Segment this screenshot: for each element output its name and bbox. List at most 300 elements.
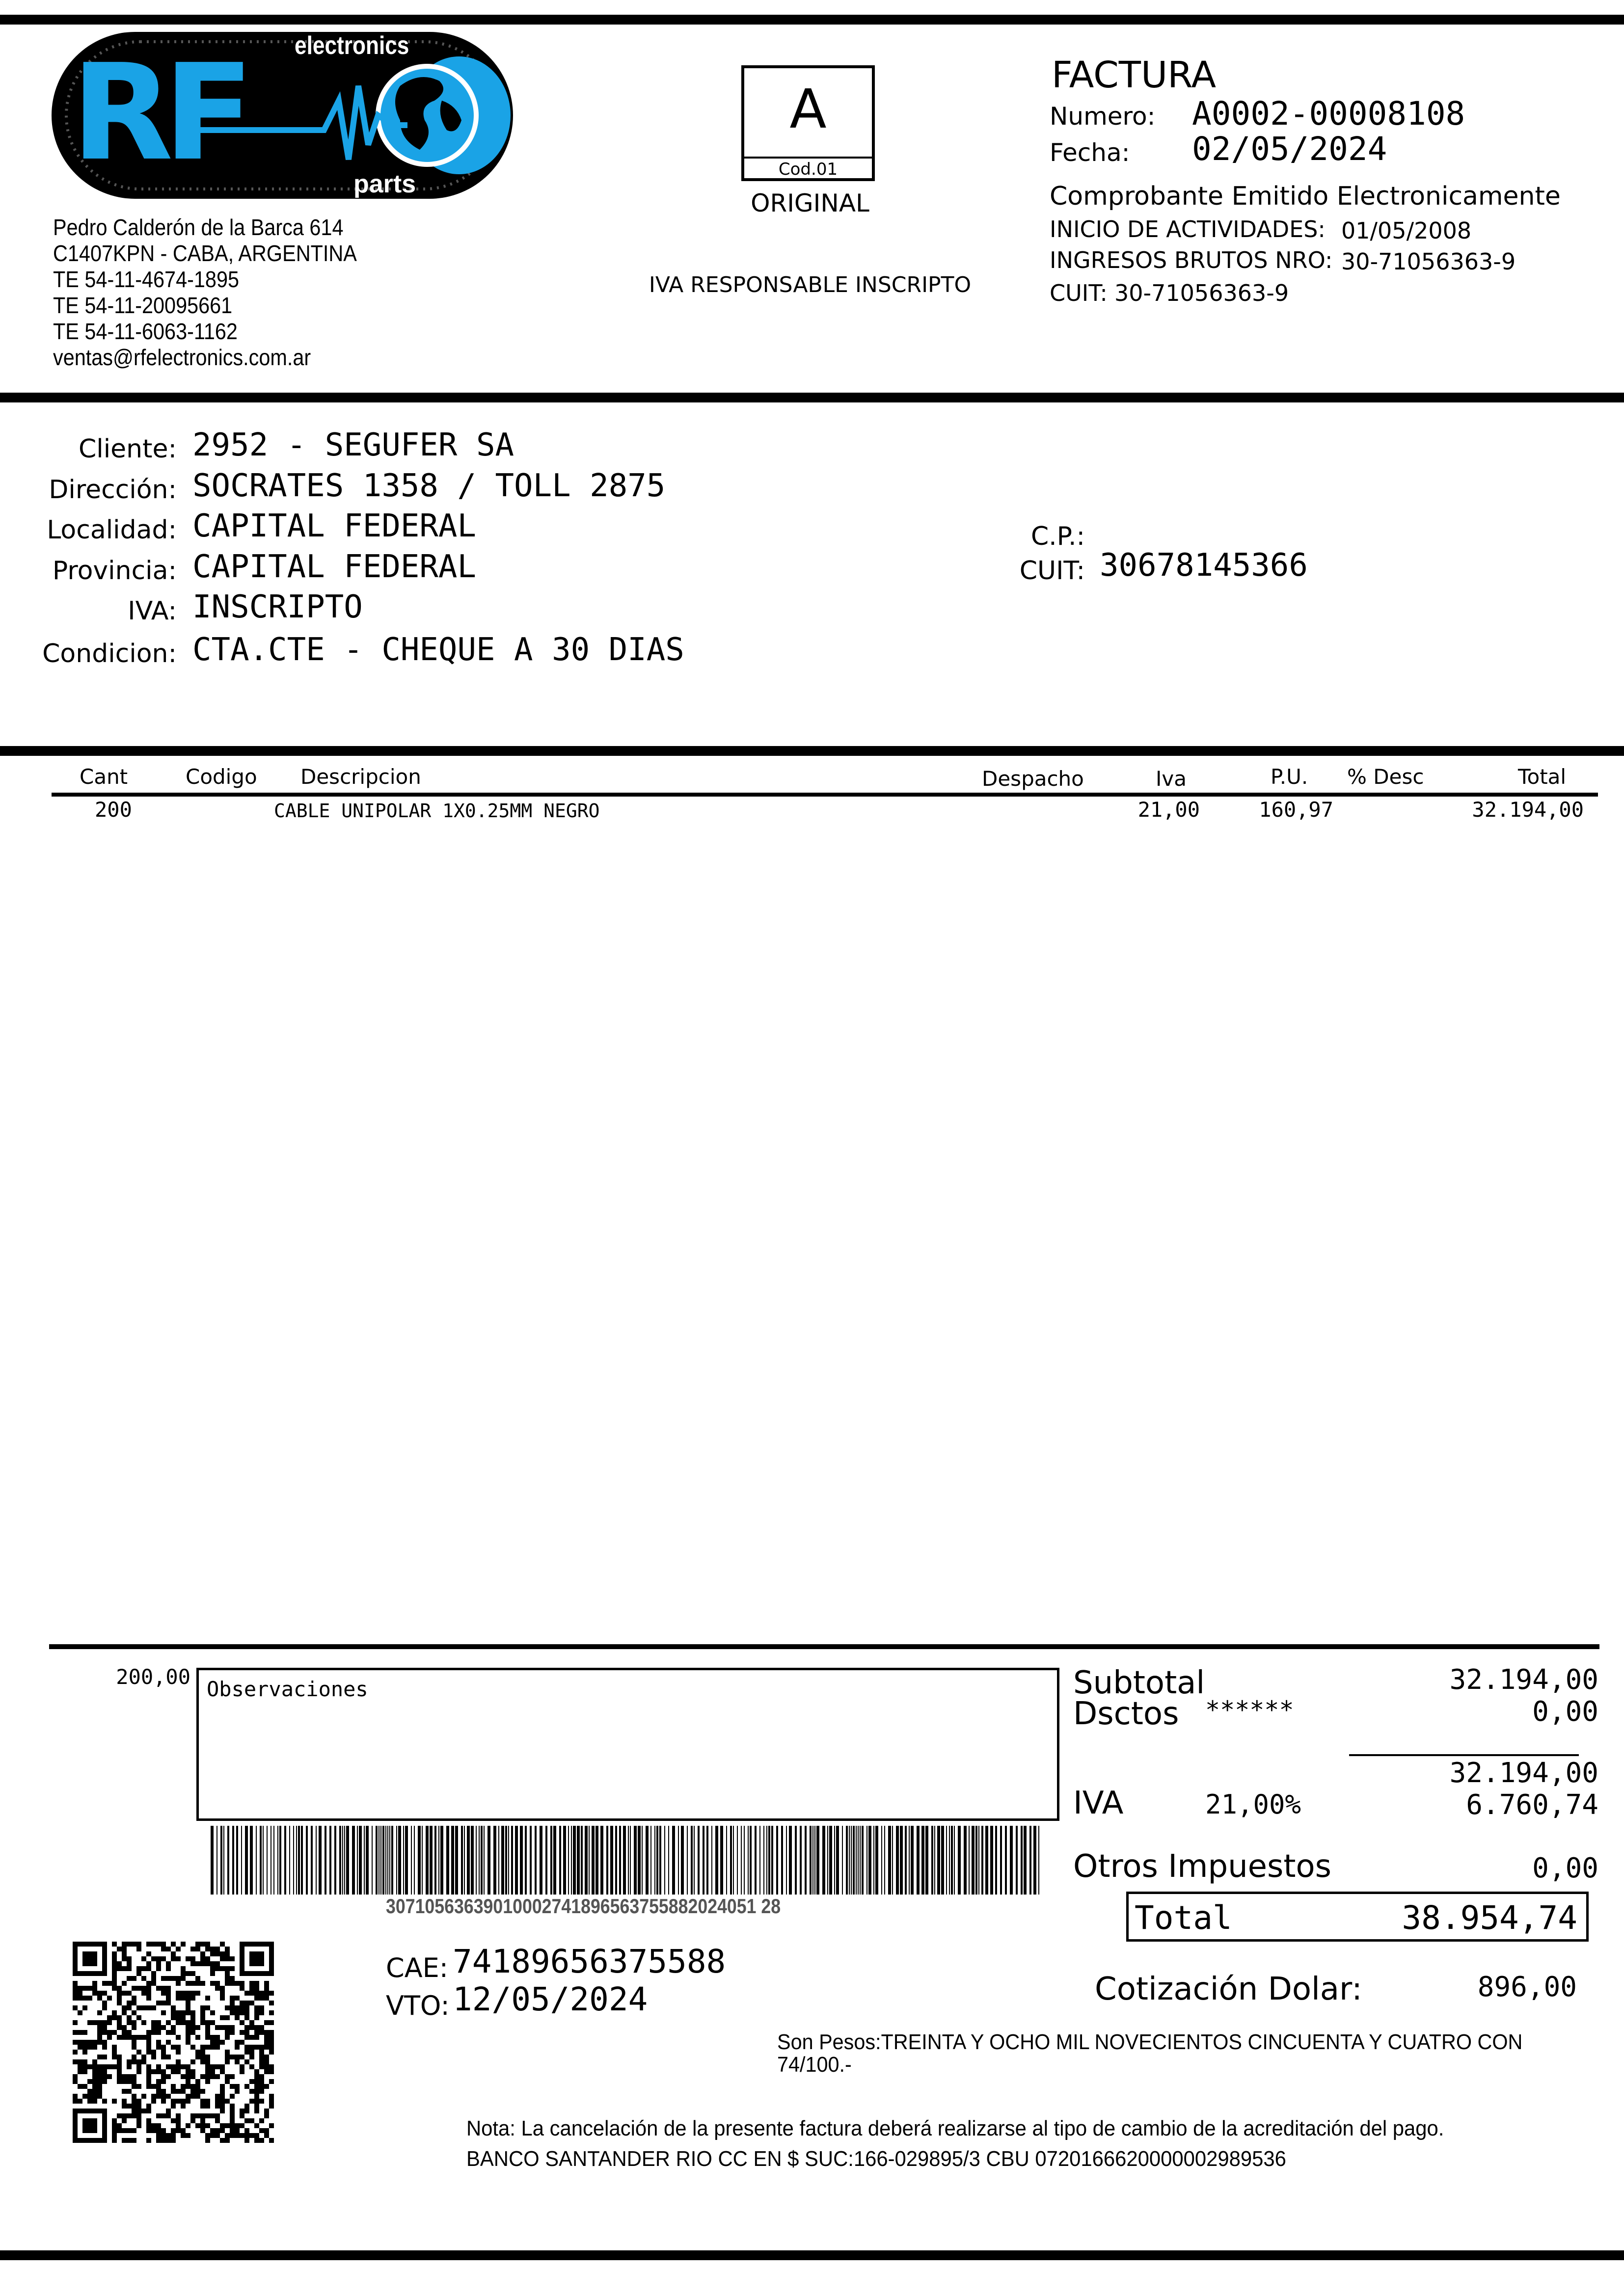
doc-letter-box xyxy=(741,65,875,181)
qr-module xyxy=(102,2099,107,2104)
qr-module xyxy=(127,1942,132,1947)
qr-module xyxy=(146,2123,151,2128)
qr-module xyxy=(244,2005,249,2010)
qr-module xyxy=(254,2138,259,2143)
qr-module xyxy=(190,1947,195,1951)
qr-module xyxy=(73,2074,78,2079)
qr-module xyxy=(97,1971,102,1976)
qr-module xyxy=(166,1961,171,1966)
qr-module xyxy=(259,1942,264,1947)
barcode-bar xyxy=(964,1826,967,1895)
barcode-bar xyxy=(733,1826,734,1895)
qr-module xyxy=(92,2118,97,2123)
qr-module xyxy=(87,2118,92,2123)
barcode-bar xyxy=(763,1826,764,1895)
qr-module xyxy=(195,2123,200,2128)
qr-module xyxy=(181,2015,186,2020)
qr-module xyxy=(112,2118,117,2123)
barcode-bar xyxy=(273,1826,274,1895)
qr-module xyxy=(73,1996,78,2001)
barcode-bar xyxy=(654,1826,655,1895)
qr-module xyxy=(146,2035,151,2040)
qr-module xyxy=(176,1956,181,1961)
qr-module xyxy=(117,1986,122,1991)
col-header-codigo: Codigo xyxy=(186,765,257,789)
qr-module xyxy=(264,2059,269,2064)
qr-module xyxy=(112,2045,117,2050)
qr-module xyxy=(200,2005,205,2010)
barcode-bar xyxy=(446,1826,449,1895)
qr-module xyxy=(249,2050,254,2055)
qr-module xyxy=(73,1986,78,1991)
qr-module xyxy=(97,2094,102,2099)
qr-module xyxy=(181,2064,186,2069)
qr-module xyxy=(240,1956,244,1961)
barcode-bar xyxy=(595,1826,598,1895)
qr-module xyxy=(151,1976,156,1981)
qr-module xyxy=(181,2089,186,2094)
barcode-bar xyxy=(227,1826,229,1895)
qr-module xyxy=(171,2118,176,2123)
qr-module xyxy=(132,1996,136,2001)
qr-module xyxy=(171,2133,176,2138)
qr-module xyxy=(127,2064,132,2069)
qr-module xyxy=(97,2035,102,2040)
qr-module xyxy=(161,2128,166,2133)
barcode-number: 30710563639010002741896563755882024051 28 xyxy=(386,1895,781,1918)
barcode-bar xyxy=(672,1826,675,1895)
qr-module xyxy=(225,2079,230,2084)
qr-module xyxy=(205,1947,210,1951)
qr-module xyxy=(87,2040,92,2045)
qr-module xyxy=(230,2123,235,2128)
qr-module xyxy=(87,2099,92,2104)
barcode-bar xyxy=(687,1826,688,1895)
barcode-bar xyxy=(1000,1826,1002,1895)
qr-module xyxy=(127,2104,132,2109)
qr-module xyxy=(195,2035,200,2040)
qr-module xyxy=(87,2128,92,2133)
qr-module xyxy=(176,2050,181,2055)
qr-module xyxy=(186,2040,190,2045)
barcode-bar xyxy=(836,1826,839,1895)
qr-module xyxy=(269,1961,274,1966)
qr-module xyxy=(112,2099,117,2104)
barcode-bar xyxy=(476,1826,477,1895)
cae-label: CAE: xyxy=(386,1952,448,1983)
qr-module xyxy=(210,1947,215,1951)
barcode-bar xyxy=(755,1826,757,1895)
qr-module xyxy=(161,2113,166,2118)
qr-module xyxy=(220,2069,225,2074)
qr-module xyxy=(78,2064,82,2069)
qr-module xyxy=(200,2074,205,2079)
qr-module xyxy=(195,1976,200,1981)
company-address xyxy=(53,214,357,371)
qr-module xyxy=(200,1942,205,1947)
qr-module xyxy=(225,1981,230,1986)
qr-module xyxy=(225,2005,230,2010)
qr-module xyxy=(181,2133,186,2138)
qr-module xyxy=(235,2059,240,2064)
qr-module xyxy=(254,2015,259,2020)
barcode-bar xyxy=(296,1826,297,1895)
qr-module xyxy=(97,2069,102,2074)
barcode-bar xyxy=(814,1826,815,1895)
qr-module xyxy=(200,1951,205,1956)
qr-module xyxy=(112,2030,117,2035)
barcode-bar xyxy=(741,1826,742,1895)
qr-module xyxy=(200,2118,205,2123)
qr-module xyxy=(73,2113,78,2118)
barcode-bar xyxy=(385,1826,386,1895)
qr-module xyxy=(132,2138,136,2143)
qr-module xyxy=(102,2118,107,2123)
qr-module xyxy=(73,2040,78,2045)
qr-module xyxy=(136,2005,141,2010)
qr-module xyxy=(230,2001,235,2005)
qr-module xyxy=(269,1966,274,1971)
qr-module xyxy=(186,2035,190,2040)
qr-module xyxy=(107,2020,112,2025)
barcode-bar xyxy=(951,1826,953,1895)
qr-module xyxy=(132,2079,136,2084)
qr-module xyxy=(264,2064,269,2069)
qr-module xyxy=(259,2055,264,2059)
qr-module xyxy=(225,2025,230,2030)
barcode-bar xyxy=(995,1826,997,1895)
client-cuit-value: 30678145366 xyxy=(1100,547,1308,584)
qr-module xyxy=(92,1981,97,1986)
qr-module xyxy=(122,2035,127,2040)
qr-module xyxy=(190,2045,195,2050)
qr-module xyxy=(146,1991,151,1996)
qr-module xyxy=(82,1951,87,1956)
qr-module xyxy=(161,1942,166,1947)
qr-module xyxy=(225,1947,230,1951)
qr-module xyxy=(166,2064,171,2069)
qr-module xyxy=(259,2074,264,2079)
qr-module xyxy=(195,1947,200,1951)
barcode-bar xyxy=(245,1826,248,1895)
qr-module xyxy=(117,2079,122,2084)
qr-module xyxy=(259,2059,264,2064)
qr-module xyxy=(161,2001,166,2005)
qr-module xyxy=(225,2123,230,2128)
qr-module xyxy=(171,2010,176,2015)
qr-module xyxy=(117,2020,122,2025)
iva-value: 6.760,74 xyxy=(1466,1789,1598,1821)
qr-module xyxy=(73,2059,78,2064)
qr-module xyxy=(235,2005,240,2010)
qr-module xyxy=(205,2123,210,2128)
qr-module xyxy=(132,2040,136,2045)
qr-module xyxy=(73,2094,78,2099)
qr-module xyxy=(122,2089,127,2094)
qr-module xyxy=(230,2128,235,2133)
qr-module xyxy=(132,1942,136,1947)
qr-module xyxy=(82,2045,87,2050)
barcode-bar xyxy=(398,1826,401,1895)
qr-module xyxy=(240,1971,244,1976)
barcode-bar xyxy=(426,1826,429,1895)
qr-module xyxy=(117,2015,122,2020)
barcode-bar xyxy=(884,1826,885,1895)
qr-module xyxy=(136,2069,141,2074)
barcode-bar xyxy=(352,1826,355,1895)
qr-module xyxy=(215,1961,220,1966)
barcode-bar xyxy=(481,1826,483,1895)
qr-module xyxy=(186,2005,190,2010)
qr-module xyxy=(87,1942,92,1947)
qr-module xyxy=(82,1961,87,1966)
barcode-bar xyxy=(881,1826,882,1895)
total-box xyxy=(1126,1892,1589,1942)
qr-module xyxy=(87,1961,92,1966)
row-descripcion: CABLE UNIPOLAR 1X0.25MM NEGRO xyxy=(274,800,600,822)
barcode-bar xyxy=(768,1826,770,1895)
qr-module xyxy=(78,1986,82,1991)
barcode-bar xyxy=(298,1826,300,1895)
barcode-bar xyxy=(550,1826,552,1895)
qr-module xyxy=(92,2020,97,2025)
qr-module xyxy=(166,2030,171,2035)
barcode-bar xyxy=(975,1826,977,1895)
barcode-bar xyxy=(694,1826,695,1895)
barcode-bar xyxy=(372,1826,373,1895)
qr-module xyxy=(220,2123,225,2128)
qr-module xyxy=(146,1961,151,1966)
qr-module xyxy=(112,2055,117,2059)
qr-module xyxy=(156,1942,161,1947)
address-line: C1407KPN - CABA, ARGENTINA xyxy=(53,240,357,266)
logo-rf-text: RF xyxy=(71,35,244,190)
barcode-bar xyxy=(795,1826,797,1895)
qr-module xyxy=(122,2005,127,2010)
qr-module xyxy=(225,2133,230,2138)
qr-module xyxy=(230,1996,235,2001)
qr-module xyxy=(151,2030,156,2035)
barcode-bar xyxy=(389,1826,390,1895)
qr-module xyxy=(269,2104,274,2109)
qr-module xyxy=(92,2128,97,2133)
qr-module xyxy=(166,1986,171,1991)
qr-module xyxy=(195,2094,200,2099)
qr-module xyxy=(264,1981,269,1986)
qr-module xyxy=(200,2099,205,2104)
barcode-bar xyxy=(829,1826,832,1895)
barcode-bar xyxy=(720,1826,723,1895)
qr-module xyxy=(171,2005,176,2010)
barcode-bar xyxy=(969,1826,970,1895)
qr-module xyxy=(136,2109,141,2113)
qr-module xyxy=(269,2094,274,2099)
barcode-bar xyxy=(471,1826,474,1895)
qr-module xyxy=(161,1986,166,1991)
qr-module xyxy=(210,1966,215,1971)
qr-module xyxy=(141,2020,146,2025)
qr-module xyxy=(166,1947,171,1951)
qr-module xyxy=(102,2074,107,2079)
qr-module xyxy=(171,2069,176,2074)
qr-module xyxy=(264,2069,269,2074)
qr-module xyxy=(82,2138,87,2143)
qr-module xyxy=(210,2069,215,2074)
qr-module xyxy=(166,2113,171,2118)
qr-module xyxy=(220,1966,225,1971)
qr-module xyxy=(210,2040,215,2045)
barcode-bar xyxy=(1016,1826,1018,1895)
qr-module xyxy=(146,2064,151,2069)
qr-module xyxy=(190,1981,195,1986)
qr-module xyxy=(254,1991,259,1996)
qr-module xyxy=(190,2069,195,2074)
qr-module xyxy=(176,2035,181,2040)
qr-module xyxy=(235,2010,240,2015)
qr-module xyxy=(190,2084,195,2089)
qr-module xyxy=(205,1956,210,1961)
barcode-bar xyxy=(418,1826,421,1895)
qr-module xyxy=(230,2113,235,2118)
qr-module xyxy=(156,2079,161,2084)
qr-module xyxy=(102,2069,107,2074)
barcode-bar xyxy=(750,1826,752,1895)
qr-module xyxy=(235,1996,240,2001)
qr-module xyxy=(186,2084,190,2089)
payment-note xyxy=(466,2113,1444,2174)
qr-module xyxy=(82,2040,87,2045)
barcode-bar xyxy=(668,1826,669,1895)
col-header-total: Total xyxy=(1518,765,1567,789)
barcode-bar xyxy=(455,1826,458,1895)
qr-module xyxy=(244,2133,249,2138)
qr-module xyxy=(166,2055,171,2059)
barcode-bar xyxy=(451,1826,454,1895)
qr-module xyxy=(161,2094,166,2099)
qr-module xyxy=(176,1976,181,1981)
direccion-label: Dirección: xyxy=(49,475,177,505)
qr-module xyxy=(195,1991,200,1996)
qr-module xyxy=(107,2030,112,2035)
footer-top-rule xyxy=(49,1644,1599,1649)
qr-module xyxy=(78,2138,82,2143)
qr-module xyxy=(205,2074,210,2079)
qr-module xyxy=(161,2050,166,2055)
qr-module xyxy=(171,2099,176,2104)
qr-module xyxy=(195,2025,200,2030)
qr-module xyxy=(132,2104,136,2109)
qr-module xyxy=(92,1986,97,1991)
qr-module xyxy=(132,2099,136,2104)
qr-module xyxy=(82,2094,87,2099)
qr-module xyxy=(176,1991,181,1996)
qr-module xyxy=(220,2084,225,2089)
qr-module xyxy=(127,2079,132,2084)
barcode-bar xyxy=(293,1826,294,1895)
qr-module xyxy=(156,1961,161,1966)
qr-module xyxy=(102,2030,107,2035)
qr-module xyxy=(97,2074,102,2079)
qr-module xyxy=(141,1976,146,1981)
qr-module xyxy=(264,1996,269,2001)
barcode-bar xyxy=(748,1826,749,1895)
qr-module xyxy=(161,2074,166,2079)
qr-module xyxy=(171,1942,176,1947)
qr-module xyxy=(254,2109,259,2113)
qr-module xyxy=(259,2099,264,2104)
barcode-bar xyxy=(487,1826,490,1895)
qr-module xyxy=(230,2010,235,2015)
qr-module xyxy=(220,2025,225,2030)
qr-module xyxy=(269,2030,274,2035)
qr-module xyxy=(97,2055,102,2059)
qr-module xyxy=(186,2030,190,2035)
qr-module xyxy=(156,2089,161,2094)
qr-module xyxy=(259,1991,264,1996)
invoice-title: FACTURA xyxy=(1052,54,1217,96)
qr-module xyxy=(107,2015,112,2020)
qr-module xyxy=(230,2005,235,2010)
qr-module xyxy=(186,2001,190,2005)
qr-module xyxy=(186,1981,190,1986)
qr-module xyxy=(122,2128,127,2133)
qr-module xyxy=(73,2030,78,2035)
barcode-bar xyxy=(316,1826,317,1895)
qr-module xyxy=(259,1971,264,1976)
barcode-bar xyxy=(241,1826,242,1895)
barcode-bar xyxy=(342,1826,343,1895)
qr-module xyxy=(151,2005,156,2010)
qr-module xyxy=(215,2128,220,2133)
direccion-value: SOCRATES 1358 / TOLL 2875 xyxy=(192,468,666,504)
qr-module xyxy=(78,2040,82,2045)
qr-module xyxy=(195,2089,200,2094)
dsctos-label: Dsctos xyxy=(1073,1696,1179,1732)
qr-module xyxy=(249,2055,254,2059)
barcode-bar xyxy=(1029,1826,1031,1895)
barcode-bar xyxy=(585,1826,588,1895)
qr-module xyxy=(225,1951,230,1956)
qr-module xyxy=(166,1966,171,1971)
qr-module xyxy=(102,2133,107,2138)
qr-module xyxy=(92,2040,97,2045)
qr-module xyxy=(171,1956,176,1961)
qr-module xyxy=(210,1971,215,1976)
qr-module xyxy=(102,2055,107,2059)
qr-module xyxy=(205,2104,210,2109)
qr-module xyxy=(264,2045,269,2050)
qr-module xyxy=(73,1971,78,1976)
qr-module xyxy=(240,1986,244,1991)
barcode-bar xyxy=(985,1826,988,1895)
qr-module xyxy=(259,1951,264,1956)
barcode-bar xyxy=(921,1826,924,1895)
qr-module xyxy=(254,2094,259,2099)
qr-module xyxy=(112,1942,117,1947)
qr-module xyxy=(225,1956,230,1961)
qr-module xyxy=(161,2099,166,2104)
qr-module xyxy=(161,2045,166,2050)
barcode-bar xyxy=(223,1826,224,1895)
qr-module xyxy=(244,2001,249,2005)
qr-module xyxy=(73,1966,78,1971)
qr-module xyxy=(269,1971,274,1976)
qr-module xyxy=(136,2104,141,2109)
qr-module xyxy=(254,2074,259,2079)
qr-module xyxy=(112,1986,117,1991)
barcode-bar xyxy=(860,1826,861,1895)
qr-module xyxy=(215,2074,220,2079)
